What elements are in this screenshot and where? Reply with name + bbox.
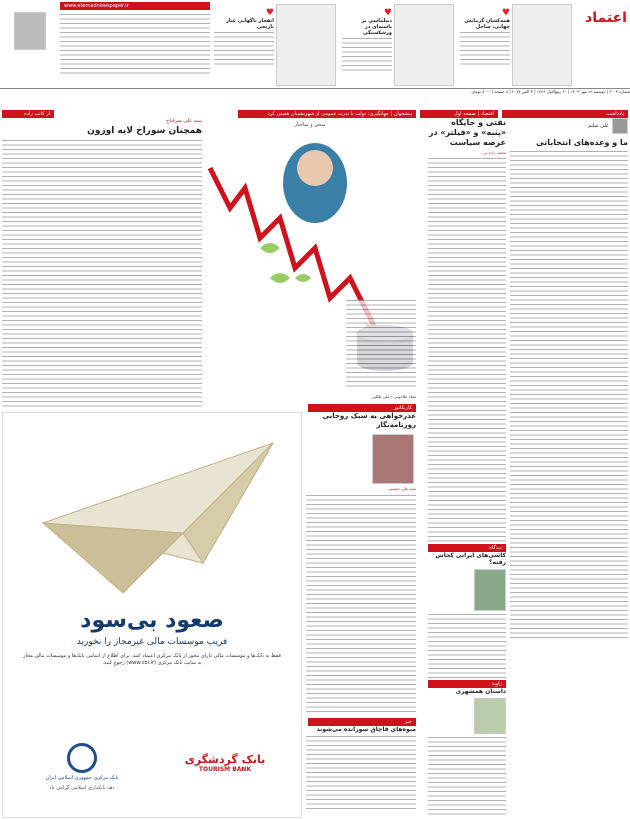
tourism-bank-logo [165,753,285,773]
cartoon-subsection: سخن و ساختار [294,122,326,128]
website-link[interactable]: www.etemadnewspaper.ir [60,2,210,10]
teaser-title: دیپلماسی بر پاشنه‌ای در ورشکستگی [361,18,392,36]
heart-icon: ♥ [383,8,392,18]
article-headline: داستان همشهری [455,688,506,695]
section-label: زاویه [428,680,506,688]
teaser-title: همه‌کشان گرمایش جهانی، ساحل [464,18,510,30]
byline: سید علی میرفتاح [166,118,202,124]
teaser-strip [212,4,572,86]
article-headline: عذرخواهی به سبک روحانی روزنامه‌نگار [322,412,416,429]
column-right [510,118,628,638]
column-left [2,118,202,408]
date-line: شماره ۳۰۰۳ | دوشنبه ۱۲ مهر ۱۴۰۳ | ۳۰ ربیع‌الاول ۱۴۴۶ | ۳ اکتبر ۲۰۲۴ | ۸ صفحه | ۸۰۰۰ تومان [0,88,630,95]
bank-name-en: TOURISM BANK [198,766,252,773]
masthead [0,0,630,94]
author-name: سید علی حسینی [387,486,416,491]
story-photo [474,698,506,734]
central-bank-logo [17,743,147,791]
byline: محمد زاده بی [482,150,506,155]
editor-photo [14,12,46,50]
newspaper-thumb [512,4,572,86]
box-mid [428,552,506,672]
column-middle [428,118,506,538]
section-label: کاریکاتور [308,404,416,412]
cartoon-caption: میلاد طاحونی - علی طالبی [371,394,416,399]
article-headline: همچنان سوراخ لایه اوزون [87,126,202,136]
newspaper-thumb [276,4,336,86]
section-label: دیدگاه [428,544,506,552]
ad-slogan: دهه بانکداری اسلامی گرامی باد [49,785,115,791]
heart-icon: ♥ [501,8,510,18]
tile-photo [474,569,506,611]
author-name: علی سلیم [587,123,609,129]
logo [582,2,630,34]
ad-headline: صعود بی‌سود [80,608,224,633]
author-photo [612,118,628,134]
bank-name-fa: بانک گردشگری [184,753,266,766]
ad-subheadline: فریب موسسات مالی غیرمجاز را نخورید [76,637,228,647]
central-bank-name: بانک مرکزی جمهوری اسلامی ایران [45,775,119,781]
newspaper-thumb [394,4,454,86]
section-label: خبر [308,718,416,726]
author-photo [372,434,414,484]
section-label: یادداشت [502,110,628,118]
box-bottom [306,726,416,816]
article-headline: ما و وعده‌های انتخاباتی [536,138,628,147]
article-headline: میوه‌های قاچاق سوزانده می‌شوند [316,726,416,733]
box-low [428,688,506,818]
article-headline: نفتی و جایگاه «پنبه» و «فیلتر» در عرصه سیاست [428,118,506,147]
publisher-box [0,2,210,86]
section-label: از کاتب زاده [2,110,54,118]
section-label: پیشخوان | جهانگیری: دولت با ندرت عمومی از شهرنشینان هستی کرد [238,110,416,118]
heart-icon: ♥ [265,8,274,18]
opinion-box [306,412,416,712]
logo-text: اعتماد [585,10,627,26]
cbi-emblem-icon [67,743,97,773]
article-body [346,300,416,390]
teaser-title: انفجار ناگهانی غبار نارنجی [225,18,274,30]
advertisement [2,412,302,818]
section-label: اقتصاد | صفحه اول [420,110,498,118]
ad-body: فقط به بانک‌ها و موسسات مالی دارای مجوز از بانک مرکزی اعتماد کنید. برای اطلاع از اسامی بانک‌ها و موسسات مالی مجاز به سایت بانک مرکزی (www.cbi.ir) رجوع کنید. [23,653,281,666]
paper-plane-illustration [3,413,301,603]
article-headline: کاشی‌های ایرانی کجاس رفته؟ [435,552,506,566]
